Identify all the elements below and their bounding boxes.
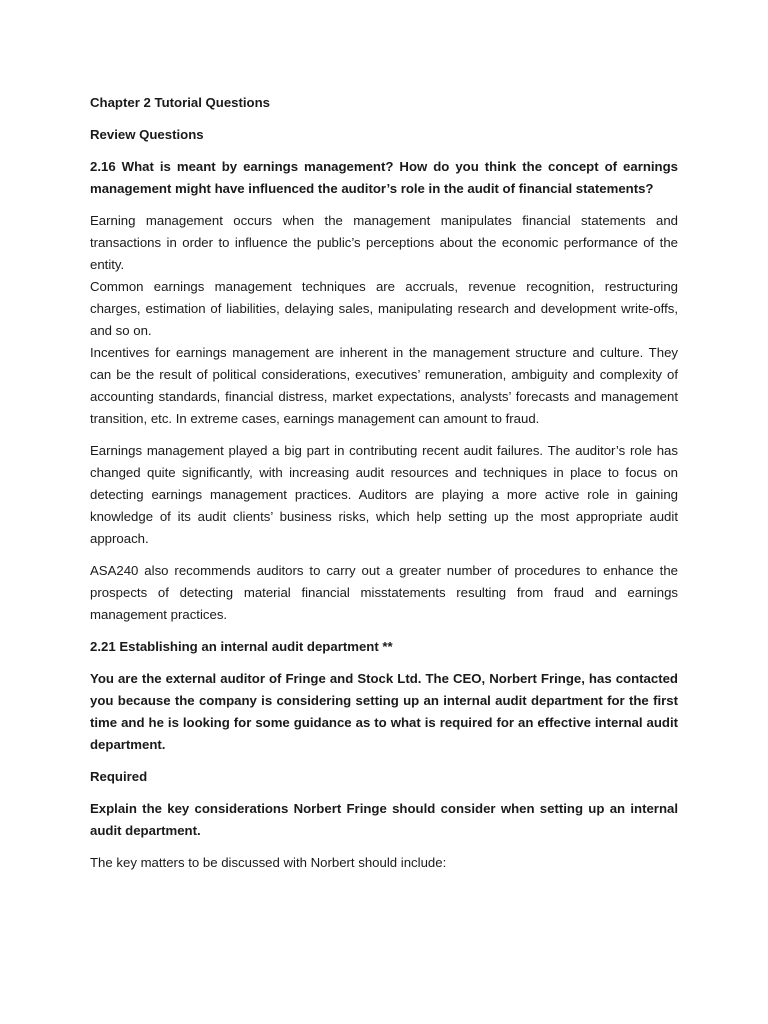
answer-paragraph-2: Common earnings management techniques are accruals, revenue recognition, restructuring charges, estimation of liabilities, delaying sales, manipulating research and development write-offs, and so on. <box>90 279 678 338</box>
question-2-16: 2.16 What is meant by earnings management? How do you think the concept of earnings management might have influenced the auditor’s role in the audit of financial statements? <box>90 159 678 196</box>
answer-paragraph-5: ASA240 also recommends auditors to carry out a greater number of procedures to enhance the prospects of detecting material financial misstatements resulting from fraud and earnings management practices. <box>90 563 678 622</box>
answer-paragraph-3: Incentives for earnings management are inherent in the management structure and culture. They can be the result of political considerations, executives’ remuneration, ambiguity and complexity of accounting standards, financial distress, market expectations, analysts’ forecasts and management transition, etc. In extreme cases, earnings management can amount to fraud. <box>90 345 678 426</box>
section-heading: Review Questions <box>90 127 204 142</box>
answer-2-21-intro: The key matters to be discussed with Norbert should include: <box>90 855 447 870</box>
question-2-21-heading: 2.21 Establishing an internal audit department ** <box>90 639 393 654</box>
document-title: Chapter 2 Tutorial Questions <box>90 95 271 110</box>
document-page <box>90 92 678 884</box>
required-label: Required <box>90 769 148 784</box>
answer-paragraph-1: Earning management occurs when the management manipulates financial statements and transactions in order to influence the public’s perceptions about the economic performance of the entity. <box>90 213 678 272</box>
answer-paragraph-4: Earnings management played a big part in contributing recent audit failures. The auditor’s role has changed quite significantly, with increasing audit resources and techniques in place to focus on detecting earnings management practices. Auditors are playing a more active role in gaining knowledge of its audit clients’ business risks, which help setting up the most appropriate audit approach. <box>90 443 678 546</box>
required-task: Explain the key considerations Norbert Fringe should consider when setting up an internal audit department. <box>90 801 678 838</box>
question-2-21-scenario: You are the external auditor of Fringe and Stock Ltd. The CEO, Norbert Fringe, has contacted you because the company is considering setting up an internal audit department for the first time and he is looking for some guidance as to what is required for an effective internal audit department. <box>90 671 678 752</box>
